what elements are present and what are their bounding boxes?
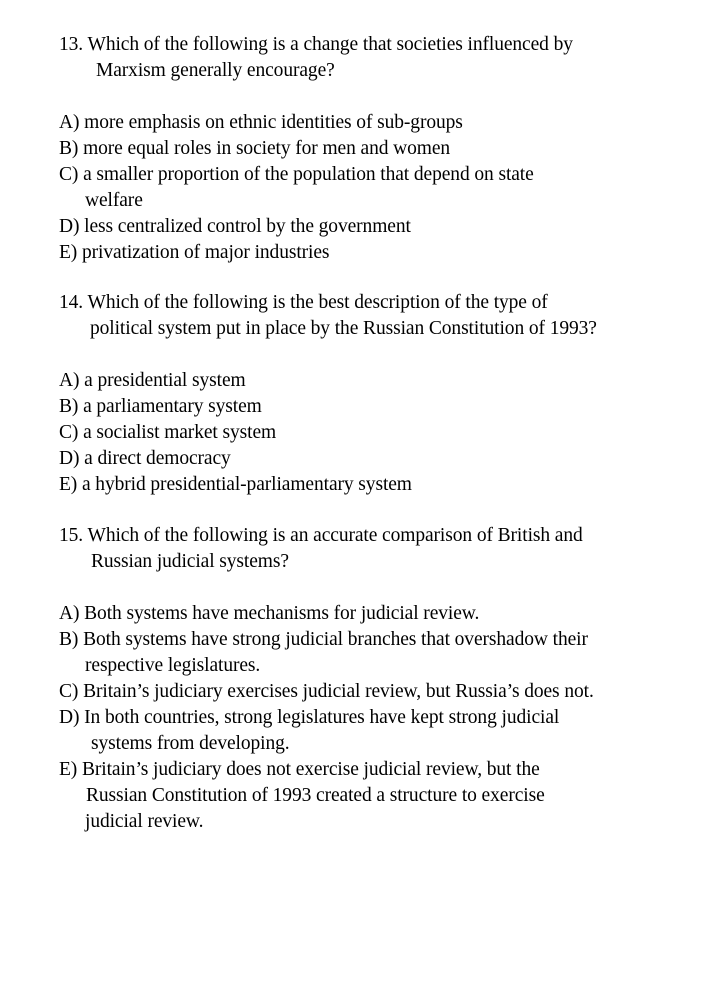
answer-choice-b [59, 394, 699, 420]
choice-text-continued: judicial review. [85, 811, 204, 832]
question-stem [59, 32, 699, 84]
question-stem [59, 523, 699, 575]
choice-text: D) In both countries, strong legislatures have kept strong judicial [59, 707, 560, 728]
choice-text-continued: Russian Constitution of 1993 created a structure to exercise [86, 785, 545, 806]
answer-choice-a [59, 368, 699, 394]
answer-choices [59, 110, 699, 266]
choice-text-continued: respective legislatures. [85, 655, 261, 676]
question-stem [59, 290, 699, 342]
choice-text: A) Both systems have mechanisms for judicial review. [59, 603, 480, 624]
choice-text: E) Britain’s judiciary does not exercise judicial review, but the [59, 759, 540, 780]
question-15 [59, 523, 699, 835]
choice-text: E) privatization of major industries [59, 242, 330, 263]
choice-text: C) Britain’s judiciary exercises judicial review, but Russia’s does not. [59, 681, 594, 702]
answer-choices [59, 368, 699, 498]
answer-choice-e [59, 757, 699, 835]
choice-text: D) less centralized control by the government [59, 216, 411, 237]
answer-choices [59, 601, 699, 835]
choice-text: E) a hybrid presidential-parliamentary system [59, 474, 412, 495]
choice-text: B) a parliamentary system [59, 396, 262, 417]
question-number: 13. [59, 34, 84, 55]
answer-choice-d [59, 446, 699, 472]
choice-text-continued: welfare [85, 190, 143, 211]
answer-choice-b [59, 627, 699, 679]
answer-choice-b [59, 136, 699, 162]
question-number: 15. [59, 525, 84, 546]
answer-choice-d [59, 705, 699, 757]
answer-choice-d [59, 214, 699, 240]
answer-choice-e [59, 240, 699, 266]
choice-text: A) more emphasis on ethnic identities of sub-groups [59, 112, 463, 133]
choice-text: C) a socialist market system [59, 422, 277, 443]
choice-text: B) Both systems have strong judicial branches that overshadow their [59, 629, 588, 650]
answer-choice-e [59, 472, 699, 498]
answer-choice-c [59, 679, 699, 705]
question-stem-line: political system put in place by the Russian Constitution of 1993? [90, 318, 597, 339]
answer-choice-c [59, 420, 699, 446]
answer-choice-c [59, 162, 699, 214]
question-stem-line: Which of the following is an accurate comparison of British and [87, 525, 583, 546]
question-stem-line: Which of the following is the best description of the type of [87, 292, 548, 313]
choice-text: A) a presidential system [59, 370, 246, 391]
question-stem-line: Russian judicial systems? [91, 551, 289, 572]
answer-choice-a [59, 601, 699, 627]
choice-text: D) a direct democracy [59, 448, 231, 469]
question-stem-line: Marxism generally encourage? [96, 60, 335, 81]
question-14 [59, 290, 699, 498]
choice-text: B) more equal roles in society for men and women [59, 138, 451, 159]
question-13 [59, 32, 699, 266]
answer-choice-a [59, 110, 699, 136]
choice-text: C) a smaller proportion of the population that depend on state [59, 164, 534, 185]
choice-text-continued: systems from developing. [91, 733, 290, 754]
question-number: 14. [59, 292, 84, 313]
question-stem-line: Which of the following is a change that societies influenced by [87, 34, 573, 55]
